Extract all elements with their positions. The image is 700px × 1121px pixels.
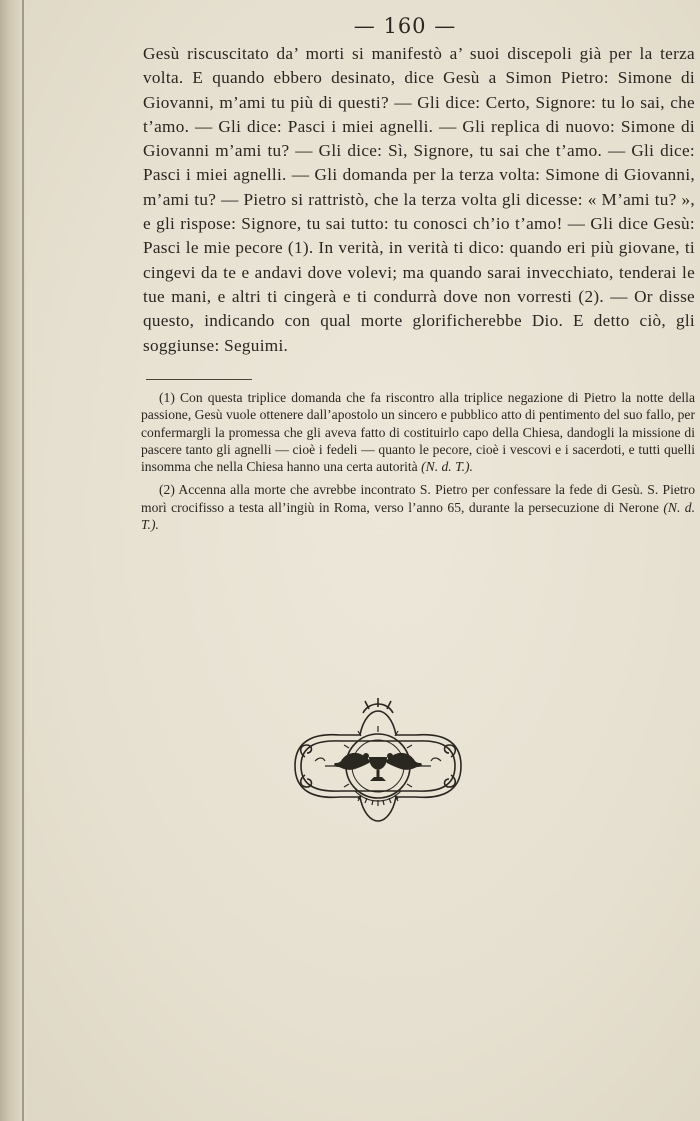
- doves-chalice-vignette-icon: [285, 695, 471, 837]
- page-binding-line: [22, 0, 24, 1121]
- footnote-1-text: (1) Con questa triplice domanda che fa riscontro alla triplice negazione di Pietro la notte della passione, Gesù vuole ottenere dall’apostolo un sincero e pubblico atto di pentimento del suo fallo, per confermargli la promessa che gli aveva fatto di costituirlo capo della Chiesa, dandogli la missione di pascere tanto gli agnelli — cioè i fedeli — quanto le pecore, cioè i vescovi e i sacerdoti, e tutti quelli insomma che nella Chiesa hanno una certa autorità: [141, 390, 695, 475]
- page-number: — 160 —: [353, 14, 457, 38]
- body-paragraph: Gesù riscuscitato da’ morti si manifestò a’ suoi discepoli già per la terza volta. E quando ebbero desinato, dice Gesù a Simon Pietro: Simone di Giovanni, m’ami tu più di questi? — Gli dice: Certo, Signore: tu lo sai, che t’amo. — Gli dice: Pasci i miei agnelli. — Gli replica di nuovo: Simone di Giovanni m’ami tu? — Gli dice: Sì, Signore, tu sai che t’amo. — Gli dice: Pasci i miei agnelli. — Gli domanda per la terza volta: Simone di Giovanni, m’ami tu? — Pietro si rattristò, che la terza volta gli dicesse: « M’ami tu? », e gli rispose: Signore, tu sai tutto: tu conosci ch’io t’amo! — Gli dice Gesù: Pasci le mie pecore (1). In verità, in verità ti dico: quando eri più giovane, ti cingevi da te e andavi dove volevi; ma quando sarai invecchiato, tenderai le tue mani, e altri ti cingerà e ti condurrà dove non vorresti (2). — Or disse questo, indicando con qual morte glorificherebbe Dio. E detto ciò, gli soggiunse: Seguimi.: [143, 44, 695, 355]
- footnotes: [141, 389, 695, 539]
- footnote-2-text: (2) Accenna alla morte che avrebbe incontrato S. Pietro per confessare la fede di Gesù. S. Pietro morì crocifisso a testa all’ingiù in Roma, verso l’anno 65, durante la persecuzione di Nerone: [141, 482, 695, 515]
- footnote-1-attribution: (N. d. T.).: [421, 459, 473, 475]
- footnote-1: [141, 389, 695, 475]
- footnote-2-attribution: (N. d. T.).: [141, 499, 696, 533]
- footnote-divider: [146, 379, 252, 380]
- footnote-2: [141, 481, 695, 533]
